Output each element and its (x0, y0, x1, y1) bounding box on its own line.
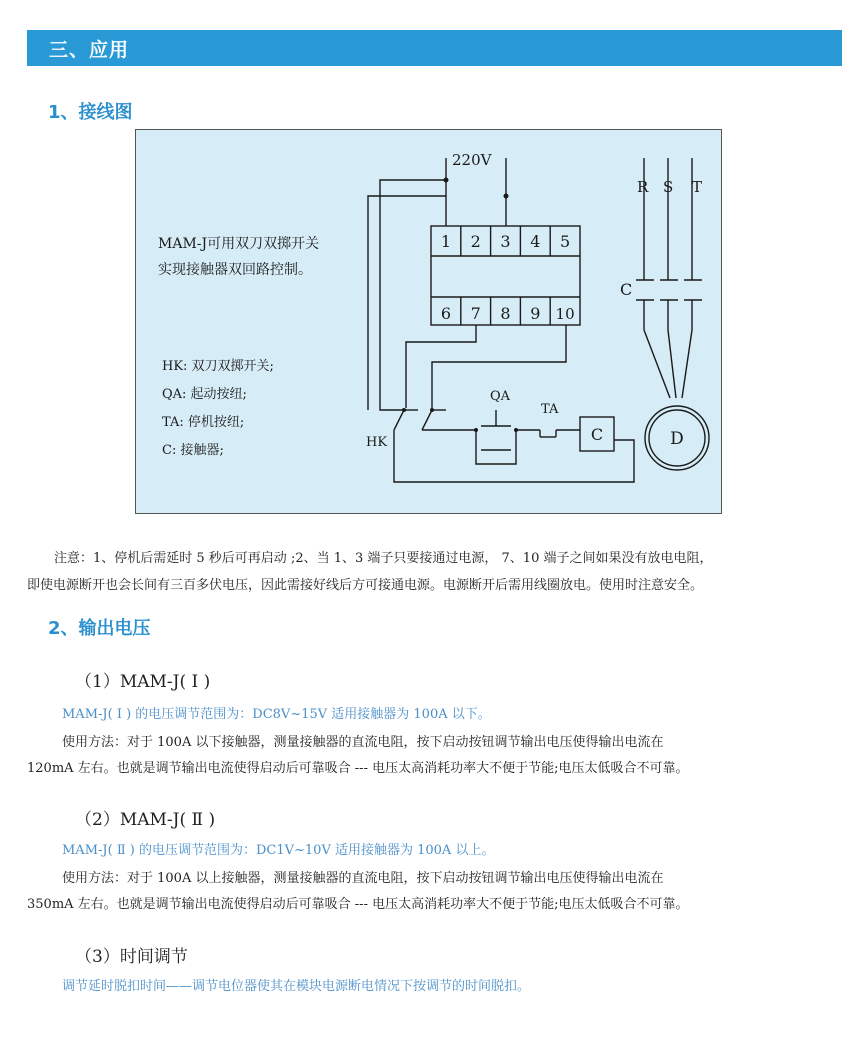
terminal-7: 7 (470, 304, 481, 323)
note-line2: 即使电源断开也会长间有三百多伏电压，因此需接好线后方可接通电源。电源断开后需用线圈放电。使用时注意安全。 (27, 578, 704, 593)
item2-title: （2）MAM-J( Ⅱ ) (75, 810, 216, 830)
legend-ta: TA: 停机按纽; (162, 415, 245, 430)
wiring-diagram (135, 129, 722, 514)
phase-t: T (692, 178, 703, 196)
motor-label: D (670, 429, 684, 449)
supply-label: 220V (452, 151, 492, 169)
terminal-8: 8 (500, 304, 511, 323)
diagram-desc-line1: MAM-J可用双刀双掷开关 (158, 236, 320, 252)
terminal-3: 3 (500, 232, 511, 251)
item3-title: （3）时间调节 (75, 947, 188, 967)
item1-title: （1）MAM-J( Ⅰ ) (75, 672, 211, 692)
wiring-heading: 1、接线图 (48, 102, 133, 123)
item2-range: MAM-J( Ⅱ ) 的电压调节范围为：DC1V~10V 适用接触器为 100A 以上。 (62, 843, 495, 858)
item1-range: MAM-J( Ⅰ ) 的电压调节范围为：DC8V~15V 适用接触器为 100A 以下。 (62, 707, 491, 722)
legend-c: C: 接触器; (162, 443, 224, 458)
terminal-9: 9 (530, 304, 541, 323)
hk-label: HK (366, 435, 388, 450)
qa-label: QA (490, 389, 511, 404)
item2-usage-line1: 使用方法：对于 100A 以上接触器，测量接触器的直流电阻，按下启动按钮调节输出电压使得输出电流在 (62, 871, 664, 886)
terminal-10: 10 (555, 305, 575, 323)
legend-hk: HK: 双刀双掷开关; (162, 359, 274, 374)
terminal-6: 6 (440, 304, 452, 323)
item3-desc: 调节延时脱扣时间——调节电位器使其在模块电源断电情况下按调节的时间脱扣。 (62, 979, 531, 994)
phase-r: R (637, 178, 649, 196)
legend-qa: QA: 起动按纽; (162, 387, 247, 402)
terminal-5: 5 (560, 232, 571, 251)
item2-usage-line2: 350mA 左右。也就是调节输出电流使得启动后可靠吸合 --- 电压太高消耗功率大不便于节能;电压太低吸合不可靠。 (27, 897, 689, 912)
section-title: 三、应用 (49, 39, 130, 61)
diagram-desc-line2: 实现接触器双回路控制。 (158, 262, 312, 278)
ta-label: TA (541, 402, 559, 417)
terminal-2: 2 (470, 232, 481, 251)
item1-usage-line2: 120mA 左右。也就是调节输出电流使得启动后可靠吸合 --- 电压太高消耗功率大不便于节能;电压太低吸合不可靠。 (27, 761, 689, 776)
section-banner (27, 30, 842, 66)
terminal-4: 4 (530, 232, 541, 251)
item1-usage-line1: 使用方法：对于 100A 以下接触器，测量接触器的直流电阻，按下启动按钮调节输出电压使得输出电流在 (62, 735, 664, 750)
note-line1: 注意：1、停机后需延时 5 秒后可再启动 ;2、当 1、3 端子只要接通过电源， 7、10 端子之间如果没有放电电阻， (54, 551, 713, 566)
phase-s: S (663, 178, 674, 196)
output-heading: 2、输出电压 (48, 618, 151, 639)
wiring-diagram-svg (136, 130, 723, 515)
terminal-1: 1 (440, 232, 452, 251)
coil-label: C (590, 425, 604, 444)
contactor-label: C (620, 280, 633, 299)
